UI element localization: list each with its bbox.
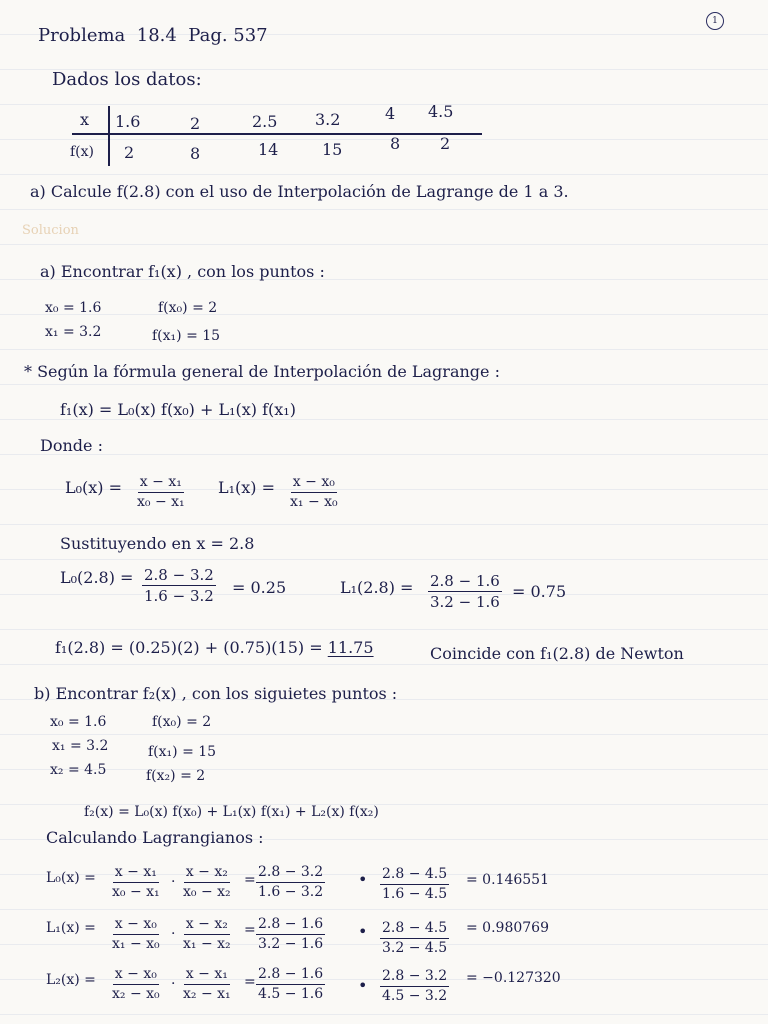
table-f-label: f(x) <box>70 144 95 160</box>
point-x: x₂ = 4.5 <box>50 762 107 778</box>
l1-eval-result: = 0.75 <box>512 582 567 601</box>
dot-operator: · <box>171 874 176 890</box>
table-f-cell: 2 <box>124 143 135 162</box>
bullet-operator: • <box>358 870 368 889</box>
table-f-cell: 14 <box>258 140 279 159</box>
intro-text: Dados los datos: <box>52 69 202 90</box>
equals-sign: = <box>244 922 256 938</box>
table-x-label: x <box>80 110 90 129</box>
solution-label: Solucion <box>22 223 79 238</box>
l0-eval-result: = 0.25 <box>232 578 287 597</box>
l0-eval-lhs: L₀(2.8) = <box>60 568 134 587</box>
point-f: f(x₂) = 2 <box>146 768 206 784</box>
dot-operator: · <box>171 926 176 942</box>
row-fraction: $\frac{\text{x − x₀}}{\text{x₁ − x₀}}$ <box>112 916 160 952</box>
problem-title: Problema 18.4 Pag. 537 <box>38 25 268 46</box>
table-f-cell: 2 <box>440 134 451 153</box>
row-lhs: L₁(x) = <box>46 920 96 936</box>
bullet-operator: • <box>358 976 368 995</box>
point-f: f(x₁) = 15 <box>152 328 221 344</box>
row-fraction: $\frac{\text{x − x₁}}{\text{x₂ − x₁}}$ <box>183 966 231 1002</box>
row-lhs: L₂(x) = <box>46 972 96 988</box>
point-f: f(x₁) = 15 <box>148 744 217 760</box>
point-f: f(x₀) = 2 <box>158 300 218 316</box>
point-x: x₁ = 3.2 <box>52 738 109 754</box>
l0-fraction: $\frac{\text{x − x₁}}{\text{x₀ − x₁}}$ <box>137 474 185 510</box>
f1-result-value: 11.75 <box>327 638 374 657</box>
dot-operator: · <box>171 976 176 992</box>
table-f-cell: 15 <box>322 140 343 159</box>
substitution-text: Sustituyendo en x = 2.8 <box>60 534 255 553</box>
result-note: Coincide con f₁(2.8) de Newton <box>430 644 684 663</box>
row-fraction: $\frac{2.8 - 3.2}{4.5 - 3.2}$ <box>382 968 448 1004</box>
l1-fraction: $\frac{\text{x − x₀}}{\text{x₁ − x₀}}$ <box>290 474 338 510</box>
row-fraction: $\frac{2.8 - 4.5}{3.2 - 4.5}$ <box>382 920 448 956</box>
l1-eval-lhs: L₁(2.8) = <box>340 578 414 597</box>
bullet-operator: • <box>358 922 368 941</box>
part-a-heading: a) Encontrar f₁(x) , con los puntos : <box>40 262 325 281</box>
table-x-cell: 1.6 <box>115 112 141 131</box>
l0-eval-fraction: $\frac{2.8 - 3.2}{1.6 - 3.2}$ <box>144 566 214 605</box>
row-fraction: $\frac{\text{x − x₂}}{\text{x₁ − x₂}}$ <box>183 916 231 952</box>
row-fraction: $\frac{2.8 - 1.6}{4.5 - 1.6}$ <box>258 966 324 1002</box>
table-horizontal-rule <box>72 133 482 135</box>
donde-label: Donde : <box>40 436 103 455</box>
point-x: x₀ = 1.6 <box>45 300 102 316</box>
point-f: f(x₀) = 2 <box>152 714 212 730</box>
table-x-cell: 4.5 <box>428 102 454 121</box>
l1-eval-fraction: $\frac{2.8 - 1.6}{3.2 - 1.6}$ <box>430 572 500 611</box>
row-fraction: $\frac{\text{x − x₂}}{\text{x₀ − x₂}}$ <box>183 864 231 900</box>
table-x-cell: 2.5 <box>252 112 278 131</box>
f1-result-line: f₁(2.8) = (0.25)(2) + (0.75)(15) = 11.75 <box>55 638 374 657</box>
lagrange-formula-f2: f₂(x) = L₀(x) f(x₀) + L₁(x) f(x₁) + L₂(x) f(x₂) <box>84 804 379 820</box>
calc-label: Calculando Lagrangianos : <box>46 828 264 847</box>
point-x: x₀ = 1.6 <box>50 714 107 730</box>
table-x-cell: 3.2 <box>315 110 341 129</box>
table-f-cell: 8 <box>390 134 401 153</box>
row-lhs: L₀(x) = <box>46 870 96 886</box>
lagrange-formula-f1: f₁(x) = L₀(x) f(x₀) + L₁(x) f(x₁) <box>60 400 296 419</box>
l0-lhs: L₀(x) = <box>65 478 123 497</box>
row-result: = 0.980769 <box>466 920 549 936</box>
l1-lhs: L₁(x) = <box>218 478 276 497</box>
table-vertical-rule <box>108 106 110 166</box>
page-number-circle: 1 <box>706 12 724 30</box>
lagrange-note: * Según la fórmula general de Interpolación de Lagrange : <box>24 362 500 381</box>
row-fraction: $\frac{2.8 - 4.5}{1.6 - 4.5}$ <box>382 866 448 902</box>
table-x-cell: 2 <box>190 114 201 133</box>
table-f-cell: 8 <box>190 144 201 163</box>
row-result: = 0.146551 <box>466 872 549 888</box>
row-result: = −0.127320 <box>466 970 561 986</box>
row-fraction: $\frac{\text{x − x₁}}{\text{x₀ − x₁}}$ <box>112 864 160 900</box>
row-fraction: $\frac{2.8 - 1.6}{3.2 - 1.6}$ <box>258 916 324 952</box>
row-fraction: $\frac{\text{x − x₀}}{\text{x₂ − x₀}}$ <box>112 966 160 1002</box>
equals-sign: = <box>244 974 256 990</box>
part-b-heading: b) Encontrar f₂(x) , con los siguietes puntos : <box>34 684 398 703</box>
part-a-prompt: a) Calcule f(2.8) con el uso de Interpolación de Lagrange de 1 a 3. <box>30 182 569 201</box>
point-x: x₁ = 3.2 <box>45 324 102 340</box>
row-fraction: $\frac{2.8 - 3.2}{1.6 - 3.2}$ <box>258 864 324 900</box>
table-x-cell: 4 <box>385 104 396 123</box>
equals-sign: = <box>244 872 256 888</box>
